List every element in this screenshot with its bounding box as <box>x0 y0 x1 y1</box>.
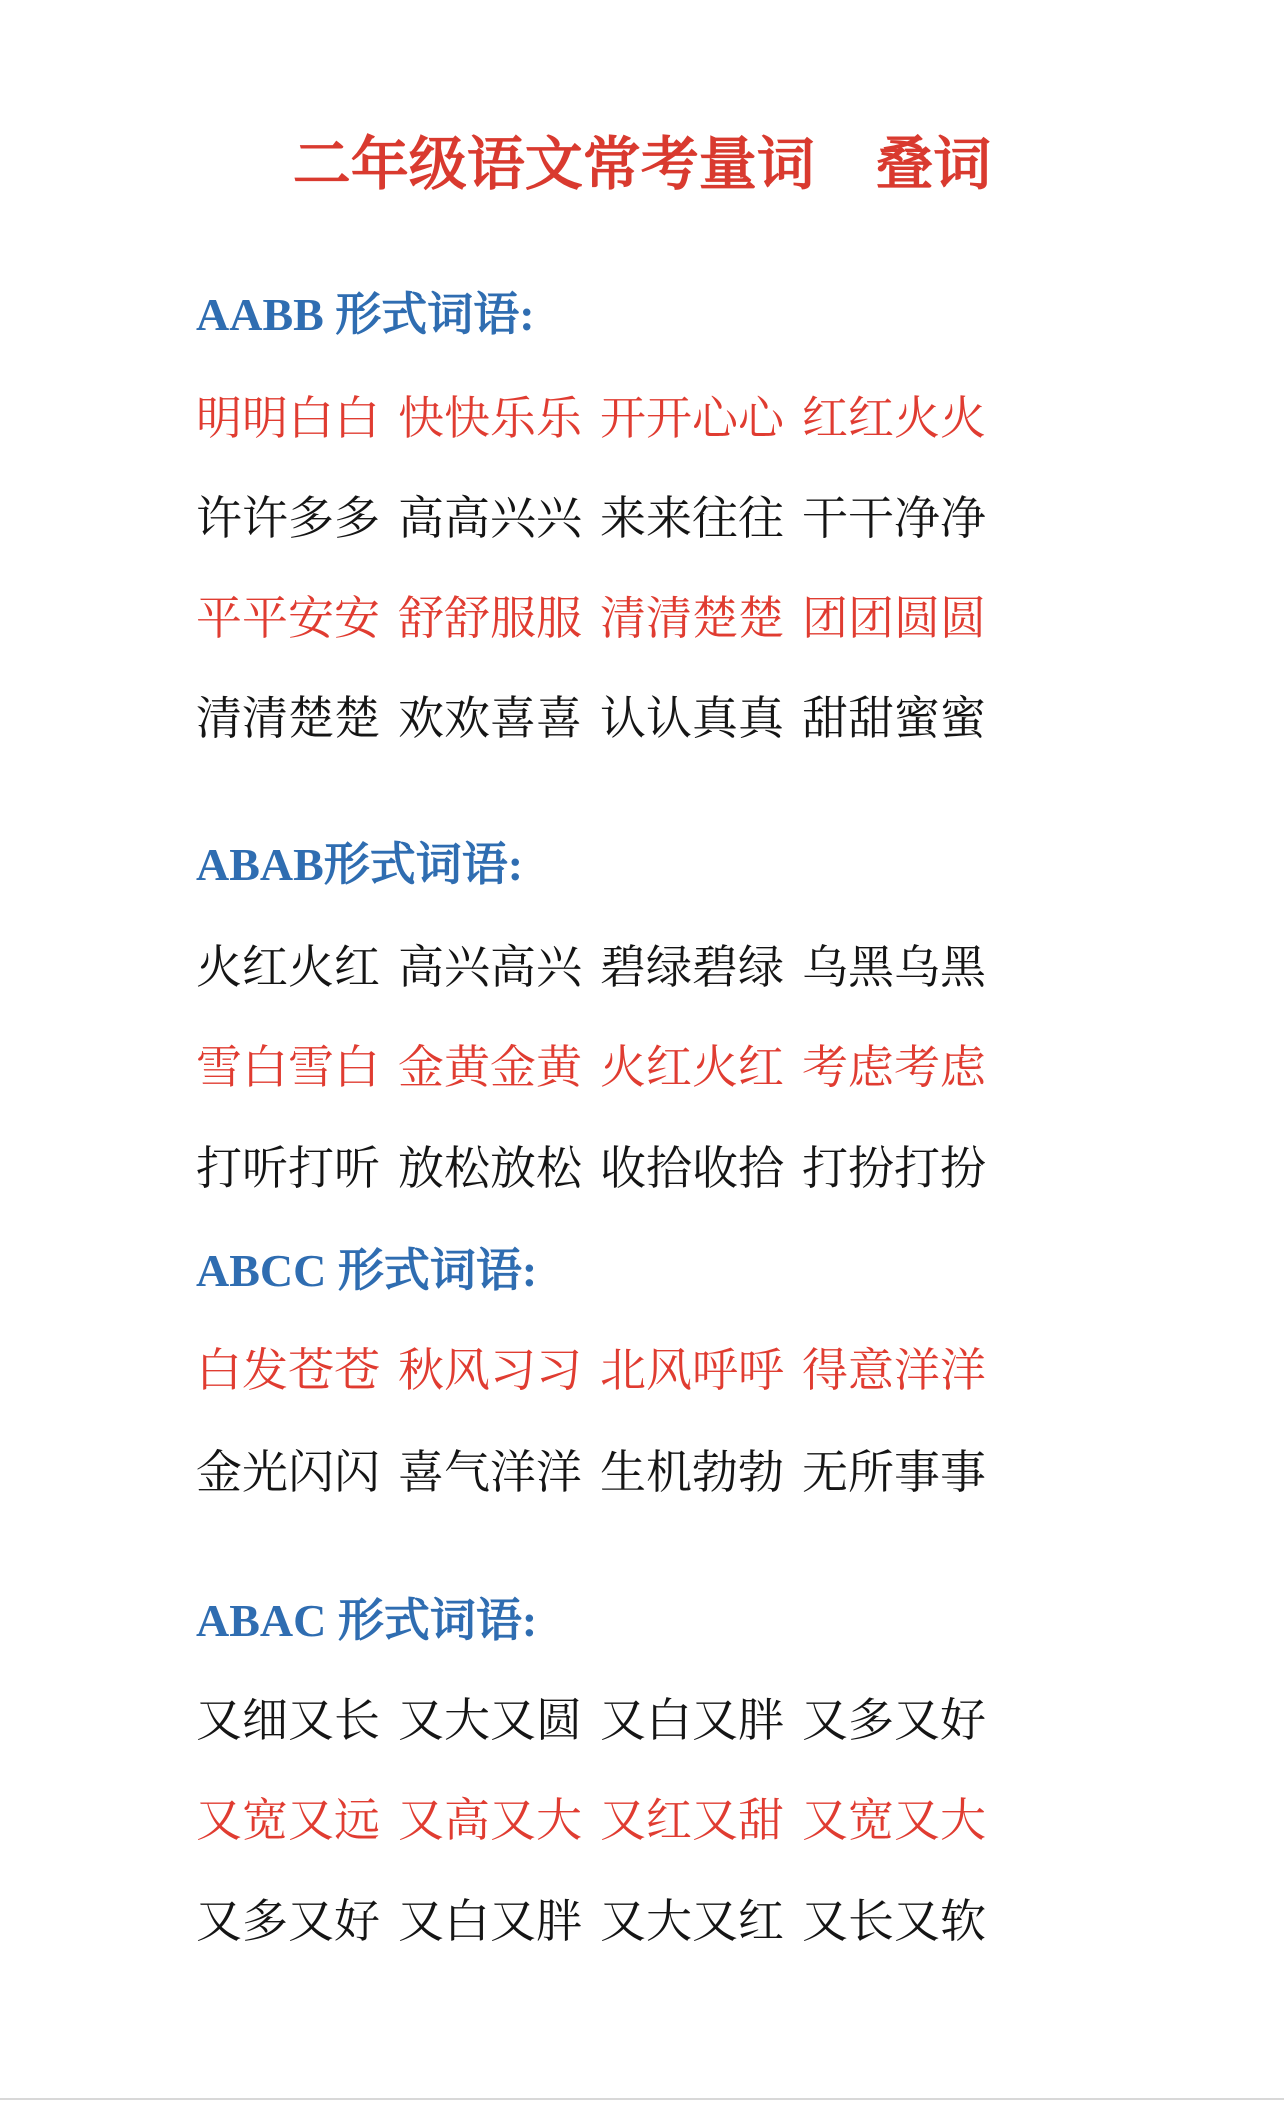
word-row <box>196 478 1196 558</box>
page-bottom-divider <box>0 2098 1284 2100</box>
word: 许许多多 <box>196 491 380 545</box>
word-row <box>196 1680 1196 1760</box>
word: 来来往往 <box>600 491 784 545</box>
word-row <box>196 1128 1196 1208</box>
word: 清清楚楚 <box>196 691 380 745</box>
word-row <box>196 927 1196 1007</box>
word: 红红火火 <box>802 391 986 445</box>
word: 快快乐乐 <box>398 391 582 445</box>
word: 又细又长 <box>196 1693 380 1747</box>
section-heading-abab: ABAB形式词语: <box>196 839 524 890</box>
word-row <box>196 578 1196 658</box>
word: 又白又胖 <box>600 1693 784 1747</box>
word: 乌黑乌黑 <box>802 940 986 994</box>
word: 得意洋洋 <box>802 1343 986 1397</box>
word: 无所事事 <box>802 1445 986 1499</box>
word: 放松放松 <box>398 1141 582 1195</box>
word-row <box>196 1330 1196 1410</box>
word: 又宽又大 <box>802 1793 986 1847</box>
word-row <box>196 1027 1196 1107</box>
word: 又多又好 <box>196 1894 380 1948</box>
word: 收拾收拾 <box>600 1141 784 1195</box>
word: 又宽又远 <box>196 1793 380 1847</box>
word: 又红又甜 <box>600 1793 784 1847</box>
word-row <box>196 678 1196 758</box>
word: 又长又软 <box>802 1894 986 1948</box>
word: 高高兴兴 <box>398 491 582 545</box>
word-row <box>196 1432 1196 1512</box>
word: 认认真真 <box>600 691 784 745</box>
word-row <box>196 1780 1196 1860</box>
word: 北风呼呼 <box>600 1343 784 1397</box>
word: 甜甜蜜蜜 <box>802 691 986 745</box>
word: 又大又红 <box>600 1894 784 1948</box>
word: 高兴高兴 <box>398 940 582 994</box>
section-heading-abcc: ABCC 形式词语: <box>196 1245 538 1296</box>
word: 舒舒服服 <box>398 591 582 645</box>
word: 生机勃勃 <box>600 1445 784 1499</box>
word: 秋风习习 <box>398 1343 582 1397</box>
word: 又大又圆 <box>398 1693 582 1747</box>
section-heading-abac: ABAC 形式词语: <box>196 1595 538 1646</box>
word: 平平安安 <box>196 591 380 645</box>
word: 打听打听 <box>196 1141 380 1195</box>
word: 碧绿碧绿 <box>600 940 784 994</box>
word: 火红火红 <box>196 940 380 994</box>
word: 火红火红 <box>600 1040 784 1094</box>
word: 干干净净 <box>802 491 986 545</box>
word: 雪白雪白 <box>196 1040 380 1094</box>
word: 又白又胖 <box>398 1894 582 1948</box>
word: 喜气洋洋 <box>398 1445 582 1499</box>
word: 开开心心 <box>600 391 784 445</box>
word-row <box>196 1881 1196 1961</box>
word: 白发苍苍 <box>196 1343 380 1397</box>
document-title: 二年级语文常考量词 叠词 <box>292 130 992 198</box>
word: 清清楚楚 <box>600 591 784 645</box>
word: 考虑考虑 <box>802 1040 986 1094</box>
word: 明明白白 <box>196 391 380 445</box>
section-heading-aabb: AABB 形式词语: <box>196 289 535 340</box>
word: 又多又好 <box>802 1693 986 1747</box>
word-row <box>196 378 1196 458</box>
word: 打扮打扮 <box>802 1141 986 1195</box>
word: 欢欢喜喜 <box>398 691 582 745</box>
word: 又高又大 <box>398 1793 582 1847</box>
word: 团团圆圆 <box>802 591 986 645</box>
word: 金光闪闪 <box>196 1445 380 1499</box>
word: 金黄金黄 <box>398 1040 582 1094</box>
